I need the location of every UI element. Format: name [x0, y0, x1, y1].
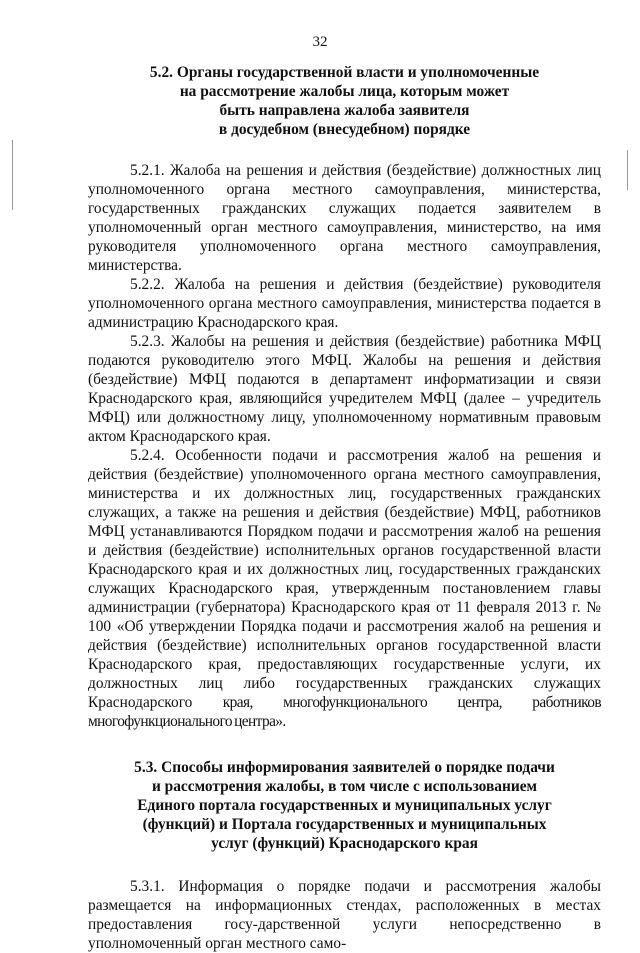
document-body [88, 63, 601, 953]
heading-line: 5.3. Способы информирования заявителей о порядке подачи [134, 759, 555, 776]
heading-line: и рассмотрения жалобы, в том числе с использованием [151, 778, 538, 795]
scan-margin-mark [627, 150, 628, 190]
heading-line: (функций) и Портала государственных и муниципальных [142, 816, 547, 833]
heading-line: быть направлена жалоба заявителя [219, 102, 470, 119]
paragraph-5-2-1: 5.2.1. Жалоба на решения и действия (бездействие) должностных лиц уполномоченного органа местного самоуправления, министерства, государственных гражданских служащих подается заявителем в уполномоченный орган местного самоуправления, министерство, на имя руководителя уполномоченного органа местного самоуправления, министерства. [88, 162, 601, 274]
heading-line: Единого портала государственных и муниципальных услуг [137, 797, 552, 814]
paragraph-5-2-2: 5.2.2. Жалоба на решения и действия (бездействие) руководителя уполномоченного органа местного самоуправления, министерства подается в администрацию Краснодарского края. [88, 276, 601, 331]
heading-line: на рассмотрение жалобы лица, которым может [179, 83, 510, 100]
paragraph-5-2-4-main: 5.2.4. Особенности подачи и рассмотрения жалоб на решения и действия (бездействие) уполномоченного органа местного самоуправления, министерства и их должностных лиц, государственных гражданских служащих, а также на решения и действия (бездействие) МФЦ, работников МФЦ устанавливаются Порядком подачи и рассмотрения жалоб на решения и действия (бездействие) исполнительных органов государственной власти Краснодарского края и их должностных лиц, государственных гражданских служащих Краснодарского края, утвержденным постановлением главы администрации (губернатора) Краснодарского края от 11 февраля 2013 г. № 100 «Об утверждении Порядка подачи и рассмотрения жалоб на решения и действия (бездействие) исполнительных органов государственной власти Краснодарского края, предоставляющих государственные услуги, их должностных лиц либо государственных гражданских служащих Краснодарского [88, 447, 601, 711]
heading-line: в досудебном (внесудебном) порядке [218, 121, 471, 138]
paragraph-5-3-1 [88, 877, 601, 953]
paragraph-5-2-3: 5.2.3. Жалобы на решения и действия (бездействие) работника МФЦ подаются руководителю этого МФЦ. Жалобы на решения и действия (бездействие) МФЦ подаются в департамент информатизации и связи Краснодарского края, являющийся учредителем МФЦ (далее – учредитель МФЦ) или должностному лицу, уполномоченному нормативным правовым актом Краснодарского края. [88, 333, 601, 445]
paragraph-5-2-4-tail: края, многофункционального центра, работников многофункционального центра». [88, 694, 601, 730]
section-heading-5-2 [88, 63, 601, 139]
paragraph-5-3-1-part: дарственной услуги непосредственно в уполномоченный орган местного само- [88, 916, 601, 952]
section-heading-5-3 [88, 758, 601, 853]
paragraph-5-2-4 [88, 446, 601, 731]
page-number: 32 [312, 34, 328, 50]
heading-line: 5.2. Органы государственной власти и уполномоченные [149, 64, 540, 81]
heading-line: услуг (функций) Краснодарского края [211, 835, 478, 852]
paragraph-5-3-1-part: 5.3.1. Информация о порядке подачи и рассмотрения жалобы размещается на информационных стендах, расположенных в местах предоставления госу- [88, 878, 601, 933]
scan-margin-mark [12, 140, 13, 210]
